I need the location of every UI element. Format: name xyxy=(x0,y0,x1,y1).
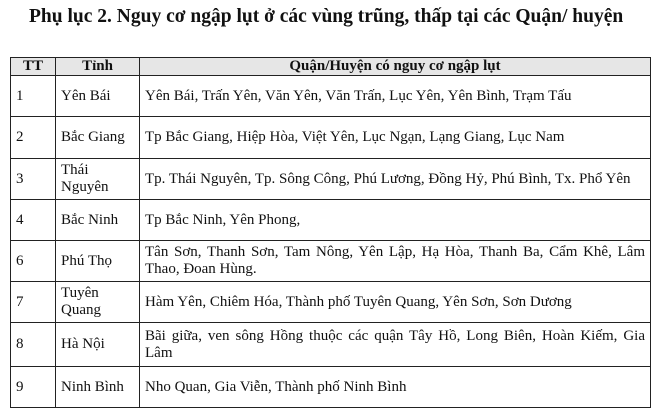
table-row xyxy=(11,200,651,241)
table-row xyxy=(11,282,651,323)
district-list: Tp Bắc Ninh, Yên Phong, xyxy=(140,200,651,241)
province-name: Yên Bái xyxy=(56,76,140,117)
district-list: Tp Bắc Giang, Hiệp Hòa, Việt Yên, Lục Ngạn, Lạng Giang, Lục Nam xyxy=(140,117,651,159)
table-row xyxy=(11,159,651,200)
row-number: 1 xyxy=(11,76,56,117)
row-number: 8 xyxy=(11,323,56,367)
row-number: 6 xyxy=(11,241,56,282)
row-number: 3 xyxy=(11,159,56,200)
table-row xyxy=(11,241,651,282)
district-list: Tân Sơn, Thanh Sơn, Tam Nông, Yên Lập, Hạ Hòa, Thanh Ba, Cẩm Khê, Lâm Thao, Đoan Hùng. xyxy=(140,241,651,282)
district-list: Nho Quan, Gia Viễn, Thành phố Ninh Bình xyxy=(140,367,651,408)
table-header-row xyxy=(11,58,651,76)
district-list: Tp. Thái Nguyên, Tp. Sông Công, Phú Lương, Đồng Hỷ, Phú Bình, Tx. Phổ Yên xyxy=(140,159,651,200)
table-row xyxy=(11,323,651,367)
district-list: Hàm Yên, Chiêm Hóa, Thành phố Tuyên Quang, Yên Sơn, Sơn Dương xyxy=(140,282,651,323)
table-row xyxy=(11,76,651,117)
district-list: Bãi giữa, ven sông Hồng thuộc các quận Tây Hồ, Long Biên, Hoàn Kiếm, Gia Lâm xyxy=(140,323,651,367)
document-title: Phụ lục 2. Nguy cơ ngập lụt ở các vùng trũng, thấp tại các Quận/ huyện xyxy=(29,6,624,27)
province-name: Ninh Bình xyxy=(56,367,140,408)
header-tinh: Tỉnh xyxy=(56,58,140,76)
province-name: Tuyên Quang xyxy=(56,282,140,323)
province-name: Phú Thọ xyxy=(56,241,140,282)
row-number: 7 xyxy=(11,282,56,323)
province-name: Bắc Ninh xyxy=(56,200,140,241)
header-districts: Quận/Huyện có nguy cơ ngập lụt xyxy=(140,58,651,76)
province-name: Thái Nguyên xyxy=(56,159,140,200)
province-name: Hà Nội xyxy=(56,323,140,367)
row-number: 2 xyxy=(11,117,56,159)
flood-risk-table xyxy=(10,57,651,408)
province-name: Bắc Giang xyxy=(56,117,140,159)
table-row xyxy=(11,117,651,159)
row-number: 9 xyxy=(11,367,56,408)
row-number: 4 xyxy=(11,200,56,241)
district-list: Yên Bái, Trấn Yên, Văn Yên, Văn Trấn, Lục Yên, Yên Bình, Trạm Tấu xyxy=(140,76,651,117)
header-tt: TT xyxy=(11,58,56,76)
table-row xyxy=(11,367,651,408)
